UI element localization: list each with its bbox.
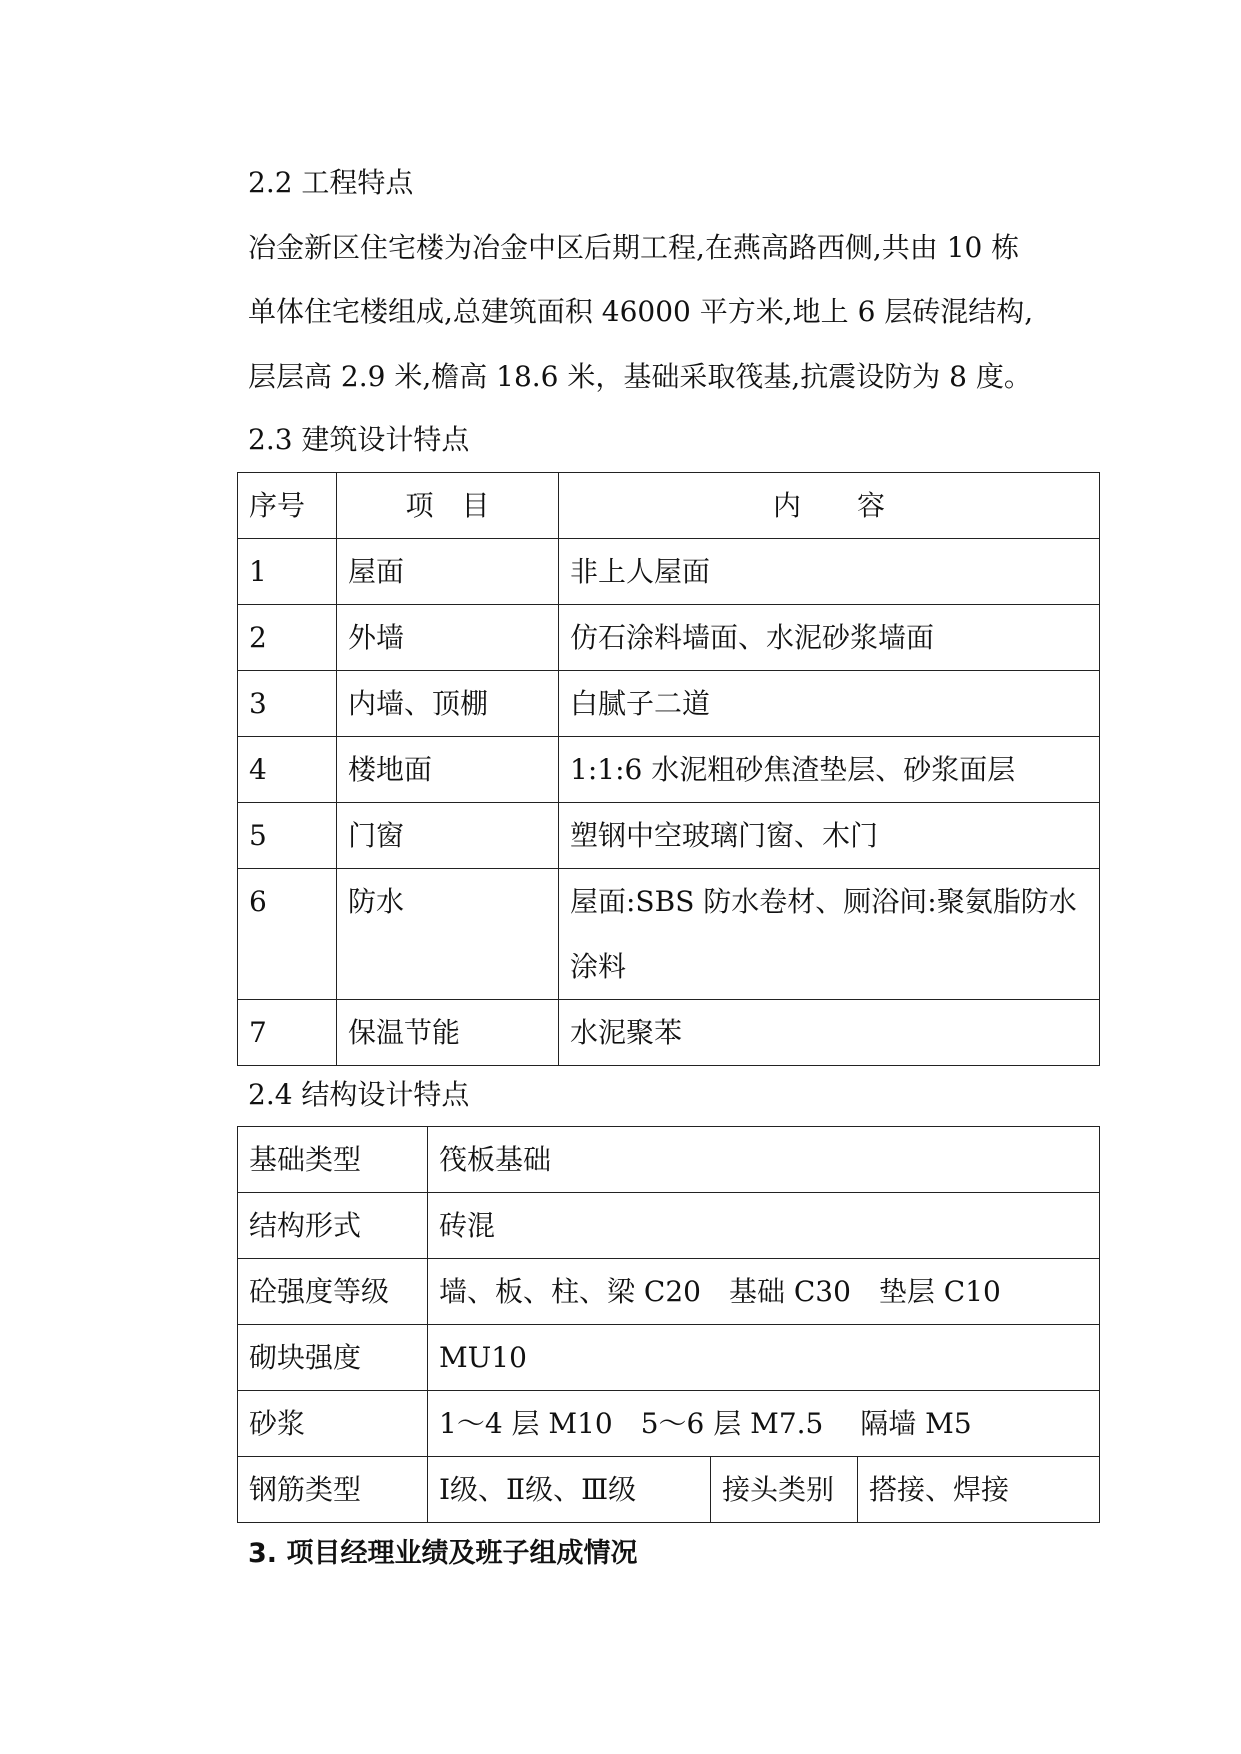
table-row	[238, 671, 1100, 737]
architectural-design-table	[237, 472, 1100, 1066]
table-row	[238, 737, 1100, 803]
table-row	[238, 1000, 1100, 1066]
row-item: 屋面	[337, 539, 559, 605]
row-item: 楼地面	[337, 737, 559, 803]
table-row	[238, 1193, 1100, 1259]
row-no: 7	[238, 1000, 337, 1066]
paragraph-line: 单体住宅楼组成,总建筑面积 46000 平方米,地上 6 层砖混结构,	[248, 295, 1034, 328]
header-no: 序号	[238, 473, 337, 539]
section-2-4-heading: 2.4 结构设计特点	[248, 1078, 470, 1111]
table-row	[238, 803, 1100, 869]
row-content: 白腻子二道	[559, 671, 1100, 737]
row-value: 筏板基础	[428, 1127, 1100, 1193]
table-header-row	[238, 473, 1100, 539]
header-item: 项 目	[337, 473, 559, 539]
table-row	[238, 605, 1100, 671]
row-content: 塑钢中空玻璃门窗、木门	[559, 803, 1100, 869]
row-value: 砖混	[428, 1193, 1100, 1259]
row-label: 砼强度等级	[238, 1259, 428, 1325]
row-label: 钢筋类型	[238, 1457, 428, 1523]
joint-label: 接头类别	[711, 1457, 858, 1523]
row-content: 水泥聚苯	[559, 1000, 1100, 1066]
table-row	[238, 869, 1100, 1000]
table-row	[238, 1127, 1100, 1193]
row-value: MU10	[428, 1325, 1100, 1391]
row-content: 屋面:SBS 防水卷材、厕浴间:聚氨脂防水涂料	[559, 869, 1100, 1000]
row-label: 结构形式	[238, 1193, 428, 1259]
table-row	[238, 1457, 1100, 1523]
header-content: 内 容	[559, 473, 1100, 539]
row-content: 非上人屋面	[559, 539, 1100, 605]
row-label: 砂浆	[238, 1391, 428, 1457]
table-row	[238, 1391, 1100, 1457]
row-item: 外墙	[337, 605, 559, 671]
row-no: 5	[238, 803, 337, 869]
table-row	[238, 1259, 1100, 1325]
table-row	[238, 1325, 1100, 1391]
row-label: 基础类型	[238, 1127, 428, 1193]
section-2-3-heading: 2.3 建筑设计特点	[248, 423, 470, 456]
row-no: 1	[238, 539, 337, 605]
paragraph-line: 层层高 2.9 米,檐高 18.6 米，基础采取筏基,抗震设防为 8 度。	[248, 360, 1032, 393]
row-item: 保温节能	[337, 1000, 559, 1066]
row-value: 1～4 层 M10 5～6 层 M7.5 隔墙 M5	[428, 1391, 1100, 1457]
row-no: 4	[238, 737, 337, 803]
row-no: 2	[238, 605, 337, 671]
table-row	[238, 539, 1100, 605]
row-item: 门窗	[337, 803, 559, 869]
section-2-2-heading: 2.2 工程特点	[248, 166, 414, 199]
row-value: 墙、板、柱、梁 C20 基础 C30 垫层 C10	[428, 1259, 1100, 1325]
row-value: Ⅰ级、Ⅱ级、Ⅲ级	[428, 1457, 711, 1523]
row-no: 6	[238, 869, 337, 1000]
row-content: 仿石涂料墙面、水泥砂浆墙面	[559, 605, 1100, 671]
section-3-heading: 3. 项目经理业绩及班子组成情况	[248, 1538, 638, 1569]
row-item: 防水	[337, 869, 559, 1000]
structural-design-table	[237, 1126, 1100, 1523]
paragraph-line: 冶金新区住宅楼为冶金中区后期工程,在燕高路西侧,共由 10 栋	[248, 231, 1020, 264]
row-item: 内墙、顶棚	[337, 671, 559, 737]
row-content: 1:1:6 水泥粗砂焦渣垫层、砂浆面层	[559, 737, 1100, 803]
joint-value: 搭接、焊接	[858, 1457, 1100, 1523]
row-no: 3	[238, 671, 337, 737]
row-label: 砌块强度	[238, 1325, 428, 1391]
